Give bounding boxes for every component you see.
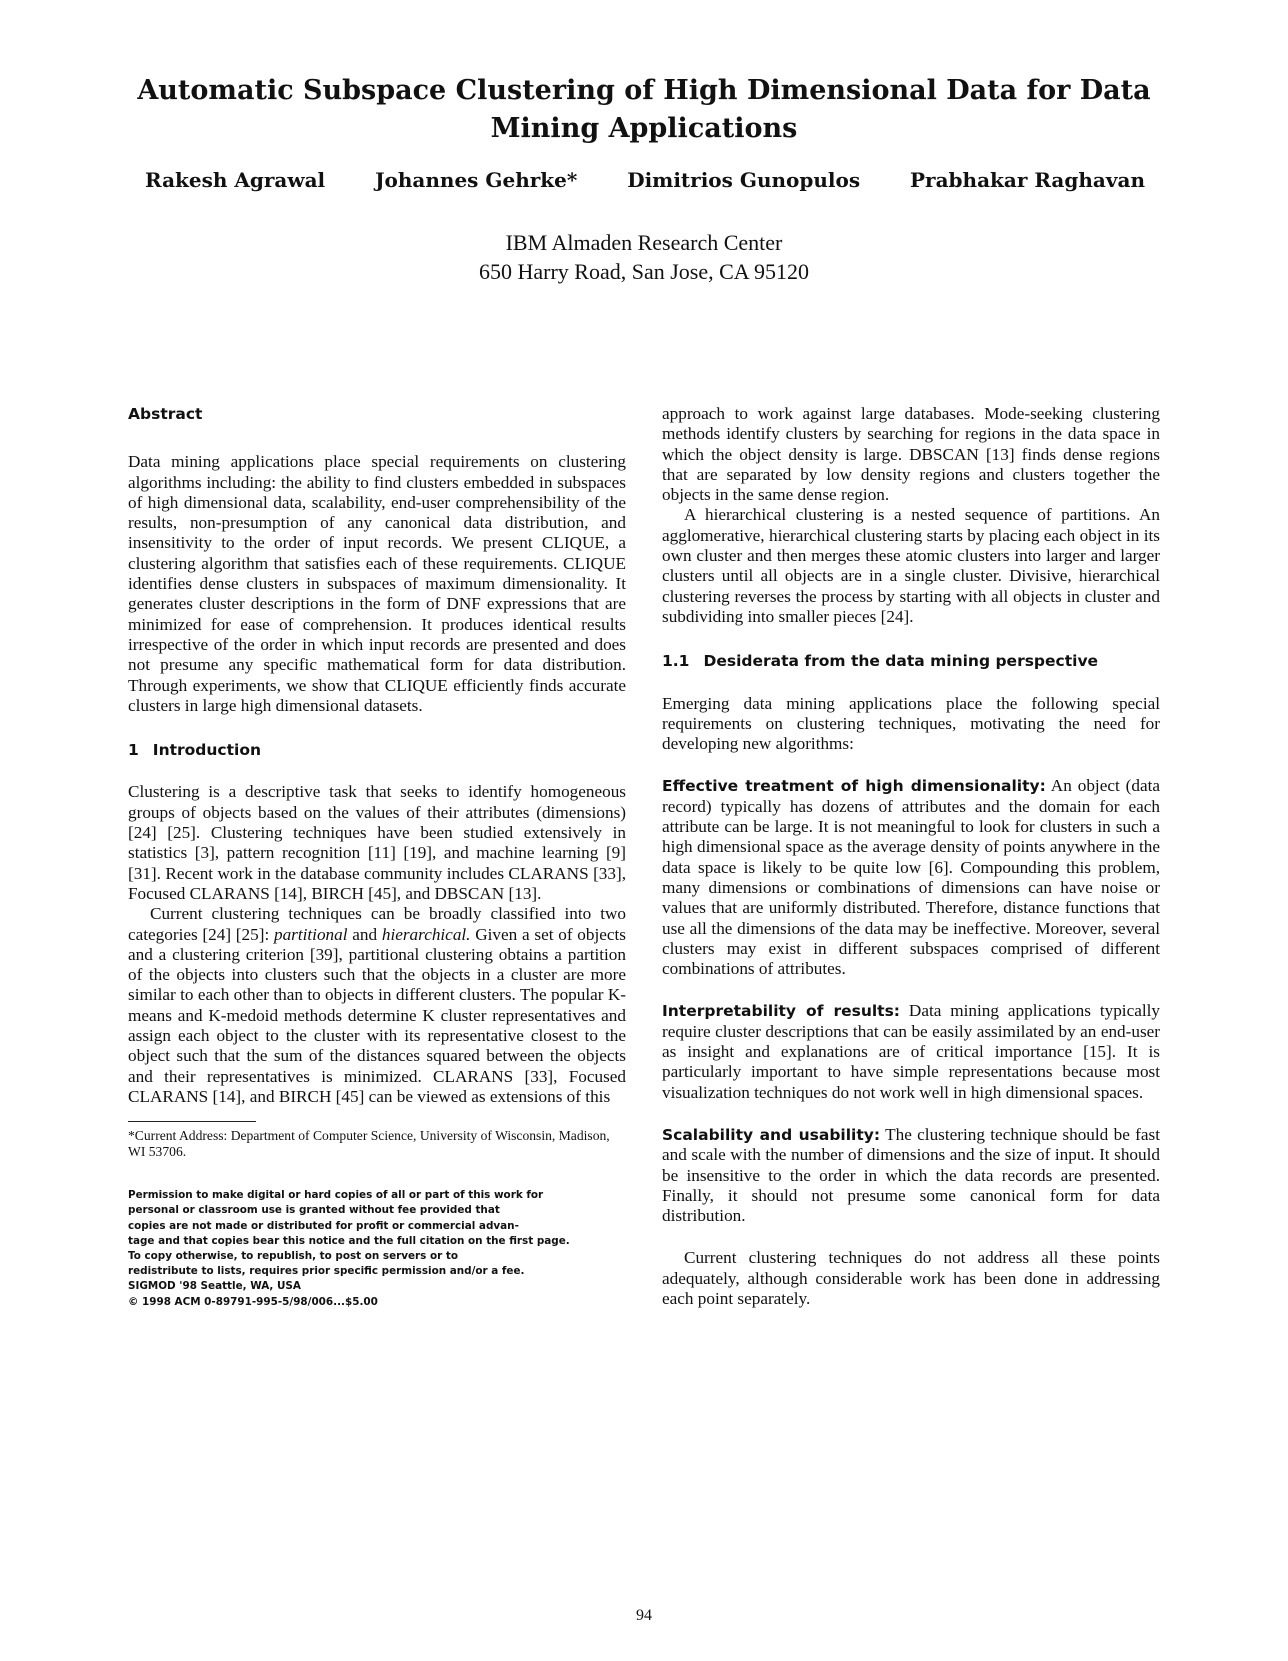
- right-paragraph-2: A hierarchical clustering is a nested sequence of partitions. An agglomerative, hierarchical clustering starts by placing each object in its own cluster and then merges these atomic clusters into larger and larger clusters until all objects are in a single cluster. Divisive, hierarchical clustering reverses the process by starting with all objects in cluster and subdividing into smaller pieces [24].: [662, 505, 1160, 626]
- spacer: [662, 1103, 1160, 1125]
- desideratum-lead: Interpretability of results:: [662, 1002, 901, 1021]
- right-paragraph-4: Current clustering techniques do not address all these points adequately, although considerable work has been done in addressing each point separately.: [662, 1248, 1160, 1308]
- subsection-number: 1.1: [662, 652, 690, 671]
- section-number: 1: [128, 741, 139, 760]
- affiliation-address: 650 Harry Road, San Jose, CA 95120: [479, 259, 809, 284]
- text-run: Given a set of objects and a clustering criterion [39], partitional clustering obtains a partition of the objects into clusters such that the objects in a cluster are more similar to each other than to objects in different clusters. The popular K-means and K-medoid methods determine K cluster representatives and assign each object to the cluster with its representative closest to the object such that the sum of the distances squared between the objects and their representatives is minimized. CLARANS [33], Focused CLARANS [14], and BIRCH [45] can be viewed as extensions of this: [128, 924, 626, 1106]
- author-name: Rakesh Agrawal: [145, 168, 326, 192]
- desideratum-dimensionality: [662, 776, 1160, 979]
- spacer: [662, 1226, 1160, 1248]
- author-name: Prabhakar Raghavan: [910, 168, 1145, 192]
- right-paragraph-3: Emerging data mining applications place the following special requirements on clustering techniques, motivating the need for developing new algorithms:: [662, 693, 1160, 754]
- desideratum-text: The clustering technique should be fast and scale with the number of dimensions and the size of input. It should be insensitive to the order in which the data records are presented. Finally, it should not presume some canonical form for data distribution.: [662, 1124, 1160, 1226]
- subsection-title: Desiderata from the data mining perspective: [703, 652, 1099, 671]
- abstract-text: Data mining applications place special requirements on clustering algorithms including: the ability to find clusters embedded in subspaces of high dimensional data, scalability, end-user comprehensibility of the results, non-presumption of any canonical data distribution, and insensitivity to the order of input records. We present CLIQUE, a clustering algorithm that satisfies each of these requirements. CLIQUE identifies dense clusters in subspaces of maximum dimensionality. It generates cluster descriptions in the form of DNF expressions that are minimized for ease of comprehension. It produces identical results irrespective of the order in which input records are presented and does not presume any specific mathematical form for data distribution. Through experiments, we show that CLIQUE efficiently finds accurate clusters in large high dimensional datasets.: [128, 452, 626, 715]
- desideratum-text: An object (data record) typically has dozens of attributes and the domain for each attribute can be large. It is not meaningful to look for clusters in such a high dimensional space as the average density of points anywhere in the data space is likely to be quite low [6]. Compounding this problem, many dimensions or combinations of dimensions can have noise or values that are uniformly distributed. Therefore, distance functions that use all the dimensions of the data may be ineffective. Moreover, several clusters may exist in different subspaces comprised of different combinations of attributes.: [662, 776, 1161, 979]
- footnote-rule: [128, 1121, 256, 1122]
- emphasis-term: partitional: [273, 924, 348, 944]
- intro-paragraph-2: [128, 904, 626, 1107]
- author-name: Dimitrios Gunopulos: [627, 168, 861, 192]
- author-name: Johannes Gehrke*: [375, 168, 578, 192]
- right-column: [662, 404, 1160, 1309]
- subsection-heading: [662, 651, 1160, 671]
- footnote: *Current Address: Department of Computer Science, University of Wisconsin, Madison, WI 53706.: [128, 1128, 610, 1160]
- spacer: [662, 754, 1160, 776]
- right-paragraph-1: approach to work against large databases. Mode-seeking clustering methods identify clusters by searching for regions in the data space in which the object density is large. DBSCAN [13] finds dense regions that are separated by low density regions and clusters together the objects in the same dense region.: [662, 404, 1160, 505]
- emphasis-term: hierarchical.: [381, 924, 471, 944]
- desideratum-lead: Scalability and usability:: [662, 1125, 881, 1144]
- page-number: 94: [636, 1607, 652, 1624]
- desideratum-lead: Effective treatment of high dimensionality:: [662, 777, 1046, 796]
- intro-paragraph-1: Clustering is a descriptive task that seeks to identify homogeneous groups of objects based on the values of their attributes (dimensions) [24] [25]. Clustering techniques have been studied extensively in statistics [3], pattern recognition [11] [19], and machine learning [9] [31]. Recent work in the database community includes CLARANS [33], Focused CLARANS [14], BIRCH [45], and DBSCAN [13].: [128, 782, 626, 903]
- left-column: [128, 404, 626, 1310]
- affiliation: [0, 228, 1288, 286]
- spacer: [662, 979, 1160, 1001]
- desideratum-interpretability: [662, 1001, 1160, 1102]
- section-title: Introduction: [152, 741, 262, 760]
- paper-title: Automatic Subspace Clustering of High Dimensional Data for Data Mining Applications: [137, 75, 1151, 144]
- affiliation-institution: IBM Almaden Research Center: [505, 230, 783, 255]
- abstract-heading: Abstract: [128, 405, 203, 423]
- author-list: [145, 168, 1145, 192]
- text-run: Current clustering techniques can be broadly classified into two categories [24] [25]:: [128, 904, 626, 944]
- text-run: and: [347, 924, 382, 944]
- desideratum-scalability: [662, 1125, 1160, 1226]
- section-heading-introduction: [128, 740, 626, 760]
- desideratum-text: Data mining applications typically require cluster descriptions that can be easily assimilated by an end-user as insight and explanations are of critical importance [15]. It is particularly important to have simple representations because most visualization techniques do not work well in high dimensional spaces.: [662, 1001, 1160, 1102]
- permission-notice: Permission to make digital or hard copies of all or part of this work for personal or classroom use is granted without fee provided that copies are not made or distributed for profit or commercial advan- tage and that copies bear this notice and the full citation on the first page. To copy otherwise, to republish, to post on servers or to redistribute to lists, requires prior specific permission and/or a fee. SIGMOD '98 Seattle, WA, USA © 1998 ACM 0-89791-995-5/98/006...$5.00: [128, 1189, 570, 1308]
